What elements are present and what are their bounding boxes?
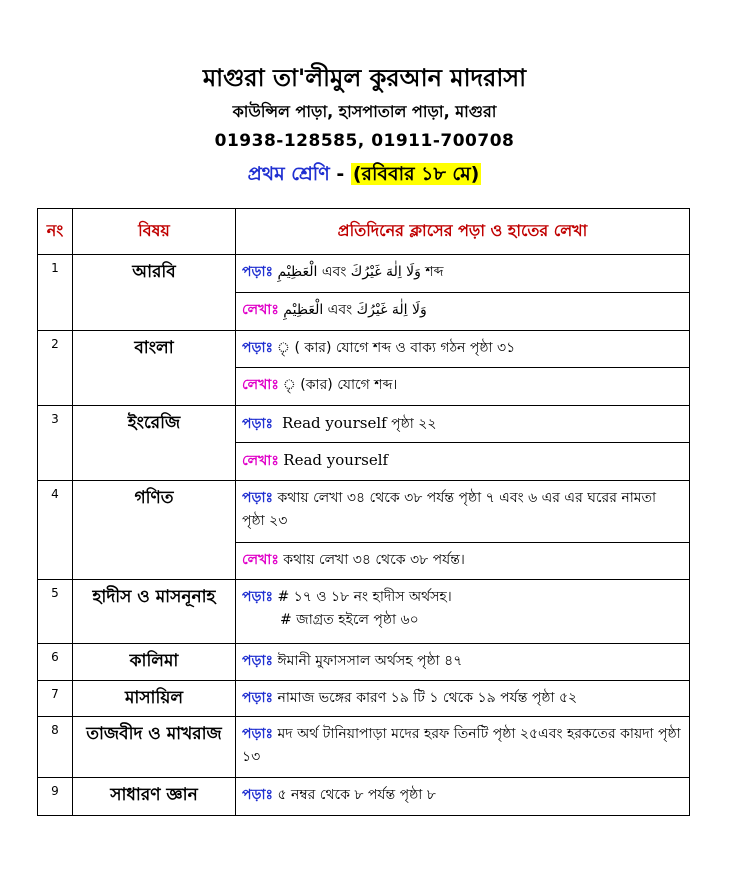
row-number: 8 xyxy=(38,717,73,778)
read-entry xyxy=(236,681,690,717)
read-entry xyxy=(236,255,690,293)
row-subject: হাদীস ও মাসনূনাহ xyxy=(73,580,236,644)
write-label: লেখাঃ xyxy=(242,302,279,318)
write-text-english: Read yourself xyxy=(283,451,389,469)
read-text: ৃ ( কার) যোগে শব্দ ও বাক্য গঠন পৃষ্ঠা ৩১ xyxy=(290,340,516,356)
write-entry xyxy=(236,543,690,580)
row-subject: তাজবীদ ও মাখরাজ xyxy=(73,717,236,778)
row-number: 5 xyxy=(38,580,73,644)
write-label: লেখাঃ xyxy=(242,552,279,568)
read-text: ৫ নম্বর থেকে ৮ পর্যন্ত পৃষ্ঠা ৮ xyxy=(277,787,436,803)
header-subject: বিষয় xyxy=(73,209,236,255)
read-text: الْعَظِيْمِ এবং وَلَا اِلٰهَ غَيْرُكَ শব্দ xyxy=(277,264,444,280)
read-label: পড়াঃ xyxy=(242,416,274,432)
read-entry xyxy=(236,778,690,816)
table-row xyxy=(38,406,690,443)
table-row xyxy=(38,681,690,717)
row-subject: সাধারণ জ্ঞান xyxy=(73,778,236,816)
table-header-row xyxy=(38,209,690,255)
class-date-line xyxy=(0,160,729,192)
table-row xyxy=(38,644,690,681)
class-name: প্রথম শ্রেণি xyxy=(247,163,330,185)
read-text-english: Read yourself xyxy=(281,414,387,432)
row-subject: মাসায়িল xyxy=(73,681,236,717)
row-subject: গণিত xyxy=(73,481,236,580)
row-number: 9 xyxy=(38,778,73,816)
read-label: পড়াঃ xyxy=(242,690,274,706)
row-number: 7 xyxy=(38,681,73,717)
read-entry xyxy=(236,717,690,778)
table-row xyxy=(38,255,690,293)
lesson-table xyxy=(37,208,690,816)
address-line: কাউন্সিল পাড়া, হাসপাতাল পাড়া, মাগুরা xyxy=(232,102,497,121)
table-row xyxy=(38,717,690,778)
madrasa-title: মাগুরা তা'লীমুল কুরআন মাদরাসা xyxy=(202,64,527,92)
read-label: পড়াঃ xyxy=(242,787,274,803)
read-entry xyxy=(236,406,690,443)
write-entry xyxy=(236,293,690,331)
read-label: পড়াঃ xyxy=(242,653,274,669)
table-row xyxy=(38,331,690,368)
row-number: 2 xyxy=(38,331,73,406)
row-number: 4 xyxy=(38,481,73,580)
read-label: পড়াঃ xyxy=(242,490,274,506)
table-row xyxy=(38,481,690,543)
read-entry xyxy=(236,644,690,681)
read-entry xyxy=(236,580,690,644)
write-entry xyxy=(236,368,690,406)
read-text: মদ অর্থ টানিয়াপাড়া মদের হরফ তিনটি পৃষ্ঠা ২৫এবং হরকতের কায়দা পৃষ্ঠা ১৩ xyxy=(242,726,681,765)
read-text: নামাজ ভঙ্গের কারণ ১৯ টি ১ থেকে ১৯ পর্যন্ত পৃষ্ঠা ৫২ xyxy=(277,690,578,706)
header-lesson: প্রতিদিনের ক্লাসের পড়া ও হাতের লেখা xyxy=(236,209,690,255)
separator-dash: - xyxy=(336,163,345,185)
read-text: কথায় লেখা ৩৪ থেকে ৩৮ পর্যন্ত পৃষ্ঠা ৭ এবং ৬ এর এর ঘরের নামতা পৃষ্ঠা ২৩ xyxy=(242,490,657,529)
phone-numbers: 01938-128585, 01911-700708 xyxy=(214,131,515,151)
row-subject: আরবি xyxy=(73,255,236,331)
read-label: পড়াঃ xyxy=(242,589,274,605)
class-date: (রবিবার ১৮ মে) xyxy=(352,163,480,185)
read-text: ঈমানী মুফাসসাল অর্থসহ পৃষ্ঠা ৪৭ xyxy=(277,653,463,669)
row-number: 1 xyxy=(38,255,73,331)
row-number: 6 xyxy=(38,644,73,681)
read-text-page: পৃষ্ঠা ২২ xyxy=(391,416,437,432)
read-entry xyxy=(236,481,690,543)
row-subject: ইংরেজি xyxy=(73,406,236,481)
write-text: কথায় লেখা ৩৪ থেকে ৩৮ পর্যন্ত। xyxy=(283,552,465,568)
row-subject: কালিমা xyxy=(73,644,236,681)
row-number: 3 xyxy=(38,406,73,481)
row-subject: বাংলা xyxy=(73,331,236,406)
write-entry xyxy=(236,443,690,481)
write-label: লেখাঃ xyxy=(242,453,279,469)
table-row xyxy=(38,580,690,644)
read-text-second: # জাগ্রত হইলে পৃষ্ঠা ৬০ xyxy=(280,612,419,628)
header-number: নং xyxy=(38,209,73,255)
read-label: পড়াঃ xyxy=(242,726,274,742)
write-text: ৃ (কার) যোগে শব্দ। xyxy=(295,377,398,393)
read-label: পড়াঃ xyxy=(242,264,274,280)
read-label: পড়াঃ xyxy=(242,340,274,356)
write-label: লেখাঃ xyxy=(242,377,279,393)
table-row xyxy=(38,778,690,816)
read-entry xyxy=(236,331,690,368)
write-text: الْعَظِيْمِ এবং وَلَا اِلٰهَ غَيْرُكَ xyxy=(283,302,427,318)
read-text: # ১৭ ও ১৮ নং হাদীস অর্থসহ। xyxy=(277,589,452,605)
